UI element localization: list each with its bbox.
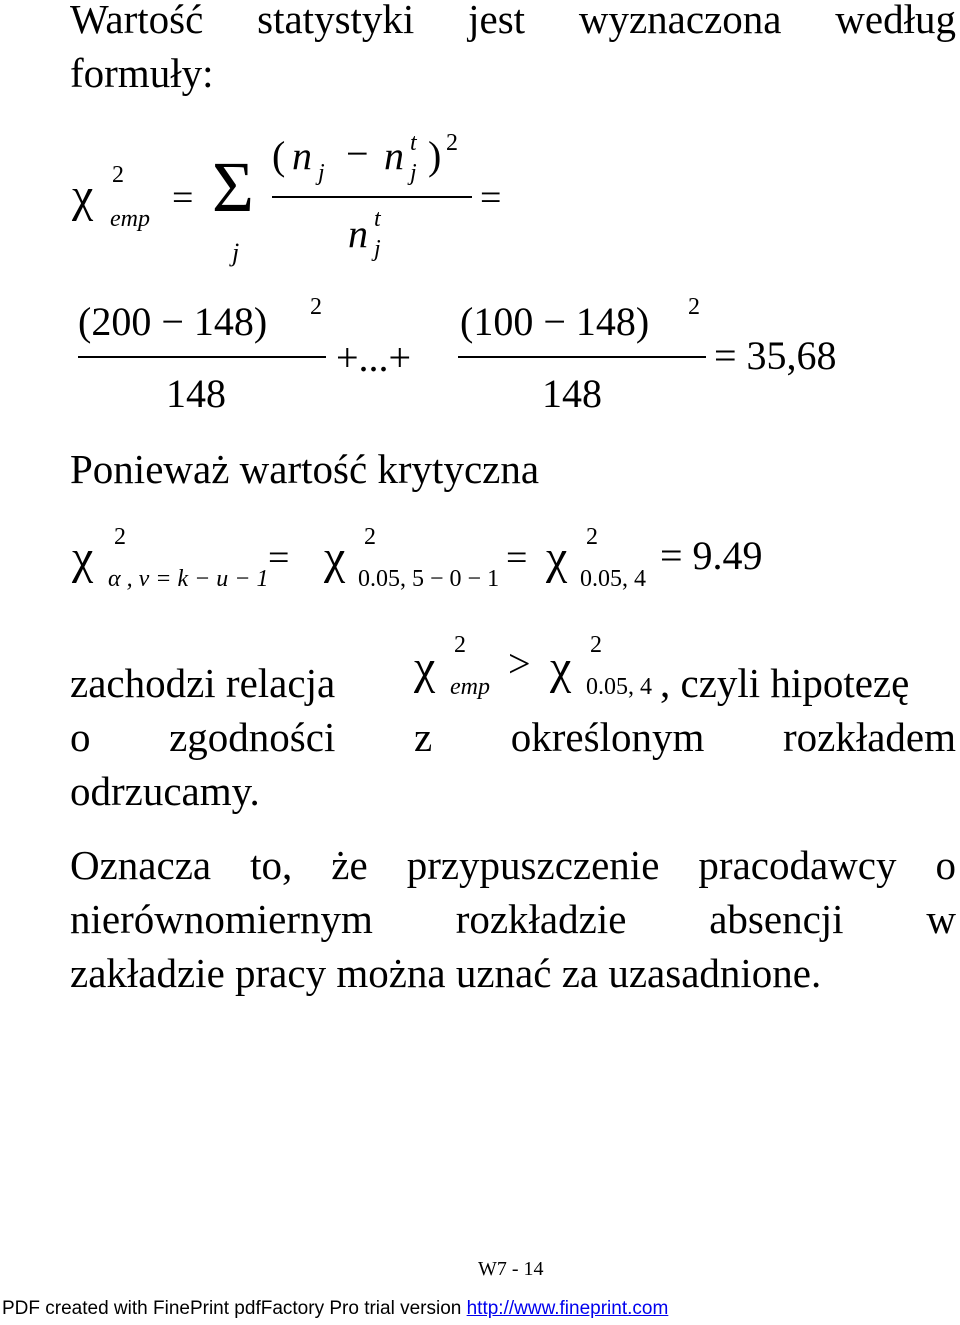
trailing-equals: = xyxy=(480,177,502,219)
denominator-t: t xyxy=(374,206,381,232)
chi-symbol: χ xyxy=(72,169,94,222)
fraction-1-exponent: 2 xyxy=(310,294,322,320)
numerator-close-paren: ) xyxy=(428,133,442,178)
relation-line-3: odrzucamy. xyxy=(70,768,260,814)
greater-than: > xyxy=(508,641,531,686)
relation-chi-crit-exponent: 2 xyxy=(590,632,602,658)
chi-symbol-2: χ xyxy=(324,531,346,584)
relation-chi-emp-exponent: 2 xyxy=(454,632,466,658)
denominator-n: n xyxy=(348,211,368,256)
fraction-2-denominator: 148 xyxy=(542,371,602,416)
chi-1-exponent: 2 xyxy=(114,524,126,550)
conclusion-line-3: zakładzie pracy można uznać za uzasadnione. xyxy=(70,950,822,996)
numerator-n: n xyxy=(292,133,312,178)
relation-lead: zachodzi relacja xyxy=(70,660,336,706)
chi-3-exponent: 2 xyxy=(586,524,598,550)
equals-1: = xyxy=(268,537,290,579)
sum-index: j xyxy=(232,238,240,267)
numerator-n-t: n xyxy=(384,133,404,178)
computation-result: = 35,68 xyxy=(714,333,837,378)
relation-chi-crit: χ xyxy=(550,641,572,694)
numerator-minus: − xyxy=(346,131,369,176)
relation-chi-emp-subscript: emp xyxy=(450,674,490,700)
intro-line-1: Wartość statystyki jest wyznaczona według xyxy=(70,0,956,42)
fraction-1-numerator: (200 − 148) xyxy=(78,299,268,344)
chi-3-subscript: 0.05, 4 xyxy=(580,566,646,592)
chi-1-subscript: α , v = k − u − 1 xyxy=(108,566,269,592)
equals-2: = xyxy=(506,537,528,579)
chi-exponent: 2 xyxy=(112,162,124,188)
numerator-j: j xyxy=(318,160,325,186)
relation-chi-emp: χ xyxy=(414,641,436,694)
chi-2-subscript: 0.05, 5 − 0 − 1 xyxy=(358,566,500,592)
relation-chi-crit-subscript: 0.05, 4 xyxy=(586,674,652,700)
denominator-j: j xyxy=(374,236,381,262)
numerator-open-paren: ( xyxy=(272,133,286,178)
chi-symbol-1: χ xyxy=(72,531,94,584)
sigma-symbol: Σ xyxy=(212,147,254,227)
equals-sign: = xyxy=(172,177,194,219)
pdf-footer-text: PDF created with FinePrint pdfFactory Pro trial version xyxy=(2,1298,467,1319)
critical-value-result: = 9.49 xyxy=(660,533,763,578)
fraction-2-bar xyxy=(458,356,706,358)
fraction-1-denominator: 148 xyxy=(166,371,226,416)
numerator-j-t: j xyxy=(410,160,417,186)
relation-line-2: o zgodności z określonym rozkładem xyxy=(70,714,956,760)
chi-subscript-emp: emp xyxy=(110,206,150,232)
pdf-footer xyxy=(2,1298,668,1320)
conclusion-line-2: nierównomiernym rozkładzie absencji w xyxy=(70,896,956,942)
conclusion-line-1: Oznacza to, że przypuszczenie pracodawcy o xyxy=(70,842,956,888)
pdf-footer-link[interactable]: http://www.fineprint.com xyxy=(466,1298,669,1319)
fraction-2-exponent: 2 xyxy=(688,294,700,320)
relation-tail: , czyli hipotezę xyxy=(660,660,910,706)
intro-line-2: formuły: xyxy=(70,50,214,96)
plus-ellipsis: +...+ xyxy=(336,335,412,380)
numerator-exponent: 2 xyxy=(446,130,458,156)
chi-symbol-3: χ xyxy=(546,531,568,584)
chi-2-exponent: 2 xyxy=(364,524,376,550)
fraction-bar xyxy=(272,196,472,198)
numerator-t: t xyxy=(410,130,417,156)
critical-value-label: Ponieważ wartość krytyczna xyxy=(70,446,540,492)
page-number: W7 - 14 xyxy=(478,1258,544,1280)
fraction-2-numerator: (100 − 148) xyxy=(460,299,650,344)
fraction-1-bar xyxy=(78,356,326,358)
